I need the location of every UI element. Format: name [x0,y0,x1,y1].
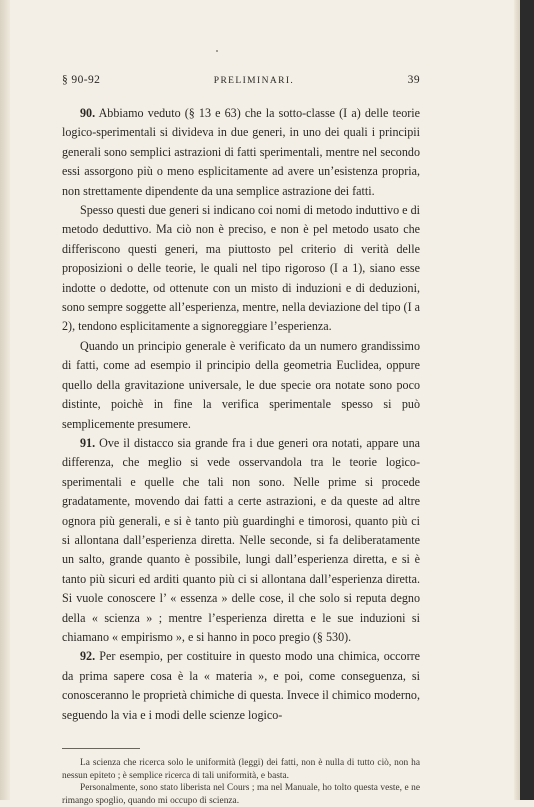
footnote-2: Personalmente, sono stato liberista nel Cours ; ma nel Manuale, ho tolto questa veste, e ne rimango spoglio, quando mi occupo di scienza. [62,783,420,806]
paragraph-90 [62,104,420,201]
footnote-rule [62,748,140,749]
paragraph-90-b [62,201,420,337]
paper-speck [216,50,218,52]
section-range: § 90-92 [62,74,101,86]
scan-background [520,0,534,800]
paragraph-text: Per esempio, per costituire in questo modo una chimica, occorre da prima sapere cosa è la « materia », e poi, come conseguenza, si conosceranno le proprietà chimiche di questa. Invece il chimico moderno, seguendo la via e i modi delle scienze logico- [62,649,420,722]
section-number: 90. [80,106,96,120]
section-number: 91. [80,435,96,450]
section-number: 92. [80,649,96,664]
paragraph-text: Quando un principio generale è verificato da un numero grandissimo di fatti, come ad esempio il principio della geometria Euclidea, oppure quello della gravitazione universale, le due specie ora notate sono poco distinte, poichè in fine la verifica sperimentale spesso si può semplicemente presumere. [62,338,420,431]
page-number: 39 [407,74,420,86]
running-head [62,74,420,92]
scan-left-margin [0,0,10,800]
paragraph-text: Abbiamo veduto (§ 13 e 63) che la sotto-classe (I a) delle teorie logico-sperimentali si divideva in due generi, in uno dei quali i principii generali sono semplici astrazioni di fatti sperimentali, mentre nel secondo essi assorgono più o meno esplicitamente ad avere un’esistenza propria, non strettamente dipendente da una semplice astrazione dei fatti. [62,106,420,198]
book-page [62,74,420,807]
paragraph-92 [62,647,420,725]
chapter-title: PRELIMINARI. [213,76,295,86]
paragraph-text: Spesso questi due generi si indicano coi nomi di metodo induttivo e di metodo deduttivo. Ma ciò non è preciso, e non è pel metodo usato che differiscono questi generi, ma piuttosto pel criterio di verità delle proposizioni o delle teorie, le quali nel tipo rigoroso (I a 1), siano esse indotte o dedotte, od ottenute con un misto di induzioni e di deduzioni, sono sempre soggette all’esperienza, mentre, nella deviazione del tipo (I a 2), tendono esplicitamente a signoreggiare l’esperienza. [62,203,420,334]
paragraph-text: Ove il distacco sia grande fra i due generi ora notati, appare una differenza, che meglio si vede osservandola tra le teorie logico-sperimentali e quelle che tali non sono. Nelle prime si procede gradatamente, movendo dai fatti a certe astrazioni, e da queste ad altre ognora più generali, e si è tanto più guardinghi e timorosi, quanto più ci si allontana dall’esperienza diretta. Nelle seconde, si fa deliberatamente un salto, grande quanto è possibile, lungi dall’esperienza diretta, e si è tanto più sicuri ed arditi quanto più ci si allontana dall’esperienza diretta. Si vuole conoscere l’ « essenza » delle cose, il che solo si reputa degno della « scienza » ; mentre l’esperienza diretta e le sue induzioni si chiamano « empirismo », e si hanno in poco pregio (§ 530). [62,435,420,644]
paragraph-90-c [62,337,420,434]
page-body [62,104,420,725]
paragraph-91 [62,434,420,647]
footnote-1: La scienza che ricerca solo le uniformità (leggi) dei fatti, non è nulla di tutto ciò, non ha nessun epiteto ; è semplice ricerca di tali uniformità, e basta. [62,758,420,781]
